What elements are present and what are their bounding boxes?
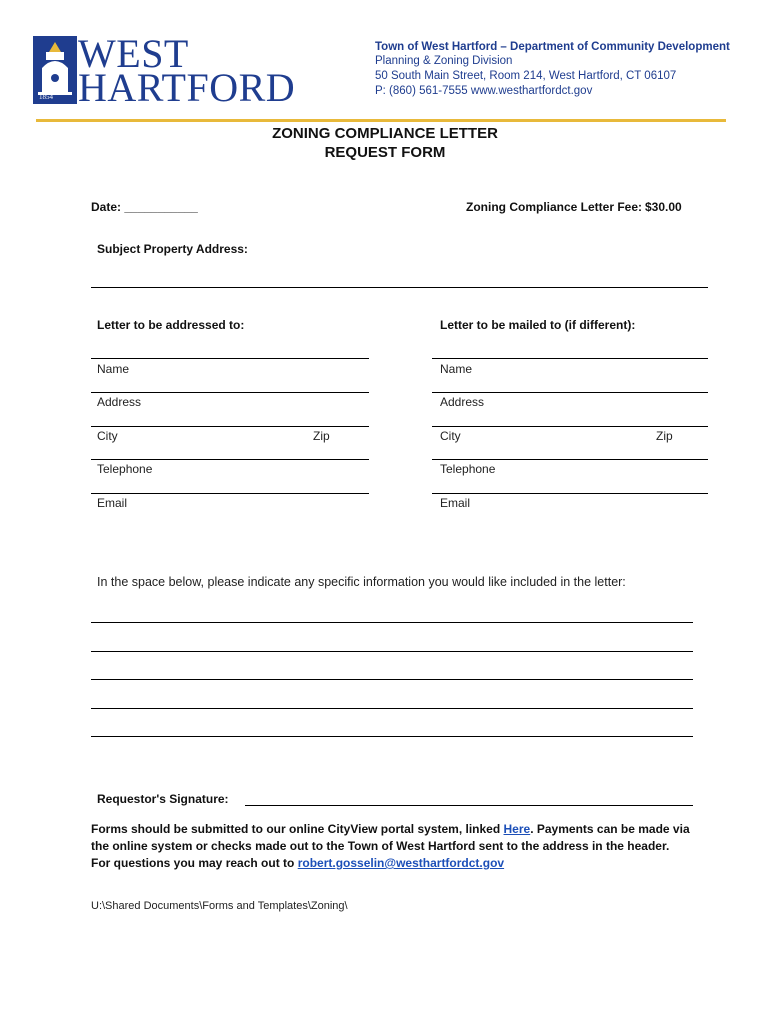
right-city-label: City: [440, 429, 461, 443]
cityview-here-link[interactable]: Here: [503, 822, 531, 836]
right-email-label: Email: [440, 496, 471, 510]
logo-year: 1854: [39, 93, 53, 101]
fee-value: $30.00: [645, 200, 682, 214]
left-city-label: City: [97, 429, 118, 443]
left-address-label: Address: [97, 395, 142, 409]
right-address-line[interactable]: [432, 392, 708, 393]
right-name-label: Name: [440, 362, 473, 376]
header-title: Town of West Hartford – Department of Community Development: [375, 41, 730, 53]
right-city-line[interactable]: [432, 426, 708, 427]
addressed-to-label: Letter to be addressed to:: [97, 318, 245, 332]
left-email-label: Email: [97, 496, 128, 510]
left-zip-label: Zip: [313, 429, 330, 443]
right-zip-label: Zip: [656, 429, 673, 443]
header-divider: [36, 119, 726, 122]
info-line-5[interactable]: [91, 736, 693, 737]
logo-west: WEST: [78, 31, 189, 76]
submit-text-2: . Payments can be made via the online system or checks made out to the Town of West Hartford sent to the address in the header. For questions you may reach out to: [91, 822, 690, 870]
left-address-line[interactable]: [91, 392, 369, 393]
form-title-line1: ZONING COMPLIANCE LETTER: [272, 125, 498, 142]
fee-label: Zoning Compliance Letter Fee:: [466, 200, 643, 214]
info-line-2[interactable]: [91, 651, 693, 652]
signature-label: Requestor's Signature:: [97, 792, 229, 806]
left-city-line[interactable]: [91, 426, 369, 427]
left-telephone-label: Telephone: [97, 462, 153, 476]
right-address-label: Address: [440, 395, 485, 409]
left-telephone-line[interactable]: [91, 459, 369, 460]
info-line-1[interactable]: [91, 622, 693, 623]
right-telephone-line[interactable]: [432, 459, 708, 460]
logo-hartford: HARTFORD: [78, 65, 296, 110]
header-phone-web: P: (860) 561-7555 www.westhartfordct.gov: [375, 85, 593, 97]
submit-text-1: Forms should be submitted to our online CityView portal system, linked: [91, 822, 504, 836]
left-name-line[interactable]: [91, 358, 369, 359]
footer-path: U:\Shared Documents\Forms and Templates\Zoning\: [91, 900, 348, 912]
header-division: Planning & Zoning Division: [375, 55, 513, 67]
header-address: 50 South Main Street, Room 214, West Hartford, CT 06107: [375, 70, 677, 82]
subject-property-label: Subject Property Address:: [97, 242, 248, 256]
right-email-line[interactable]: [432, 493, 708, 494]
submission-instructions: [91, 821, 691, 872]
left-name-label: Name: [97, 362, 130, 376]
mailed-to-label: Letter to be mailed to (if different):: [440, 318, 636, 332]
info-line-3[interactable]: [91, 679, 693, 680]
info-prompt: In the space below, please indicate any specific information you would like included in the letter:: [97, 575, 626, 589]
date-field[interactable]: Date: ___________: [91, 200, 198, 214]
subject-property-line[interactable]: [91, 287, 708, 288]
form-title-line2: REQUEST FORM: [324, 144, 446, 161]
right-telephone-label: Telephone: [440, 462, 496, 476]
contact-email-link[interactable]: robert.gosselin@westhartfordct.gov: [297, 856, 505, 870]
info-line-4[interactable]: [91, 708, 693, 709]
signature-line[interactable]: [245, 805, 693, 806]
right-name-line[interactable]: [432, 358, 708, 359]
left-email-line[interactable]: [91, 493, 369, 494]
